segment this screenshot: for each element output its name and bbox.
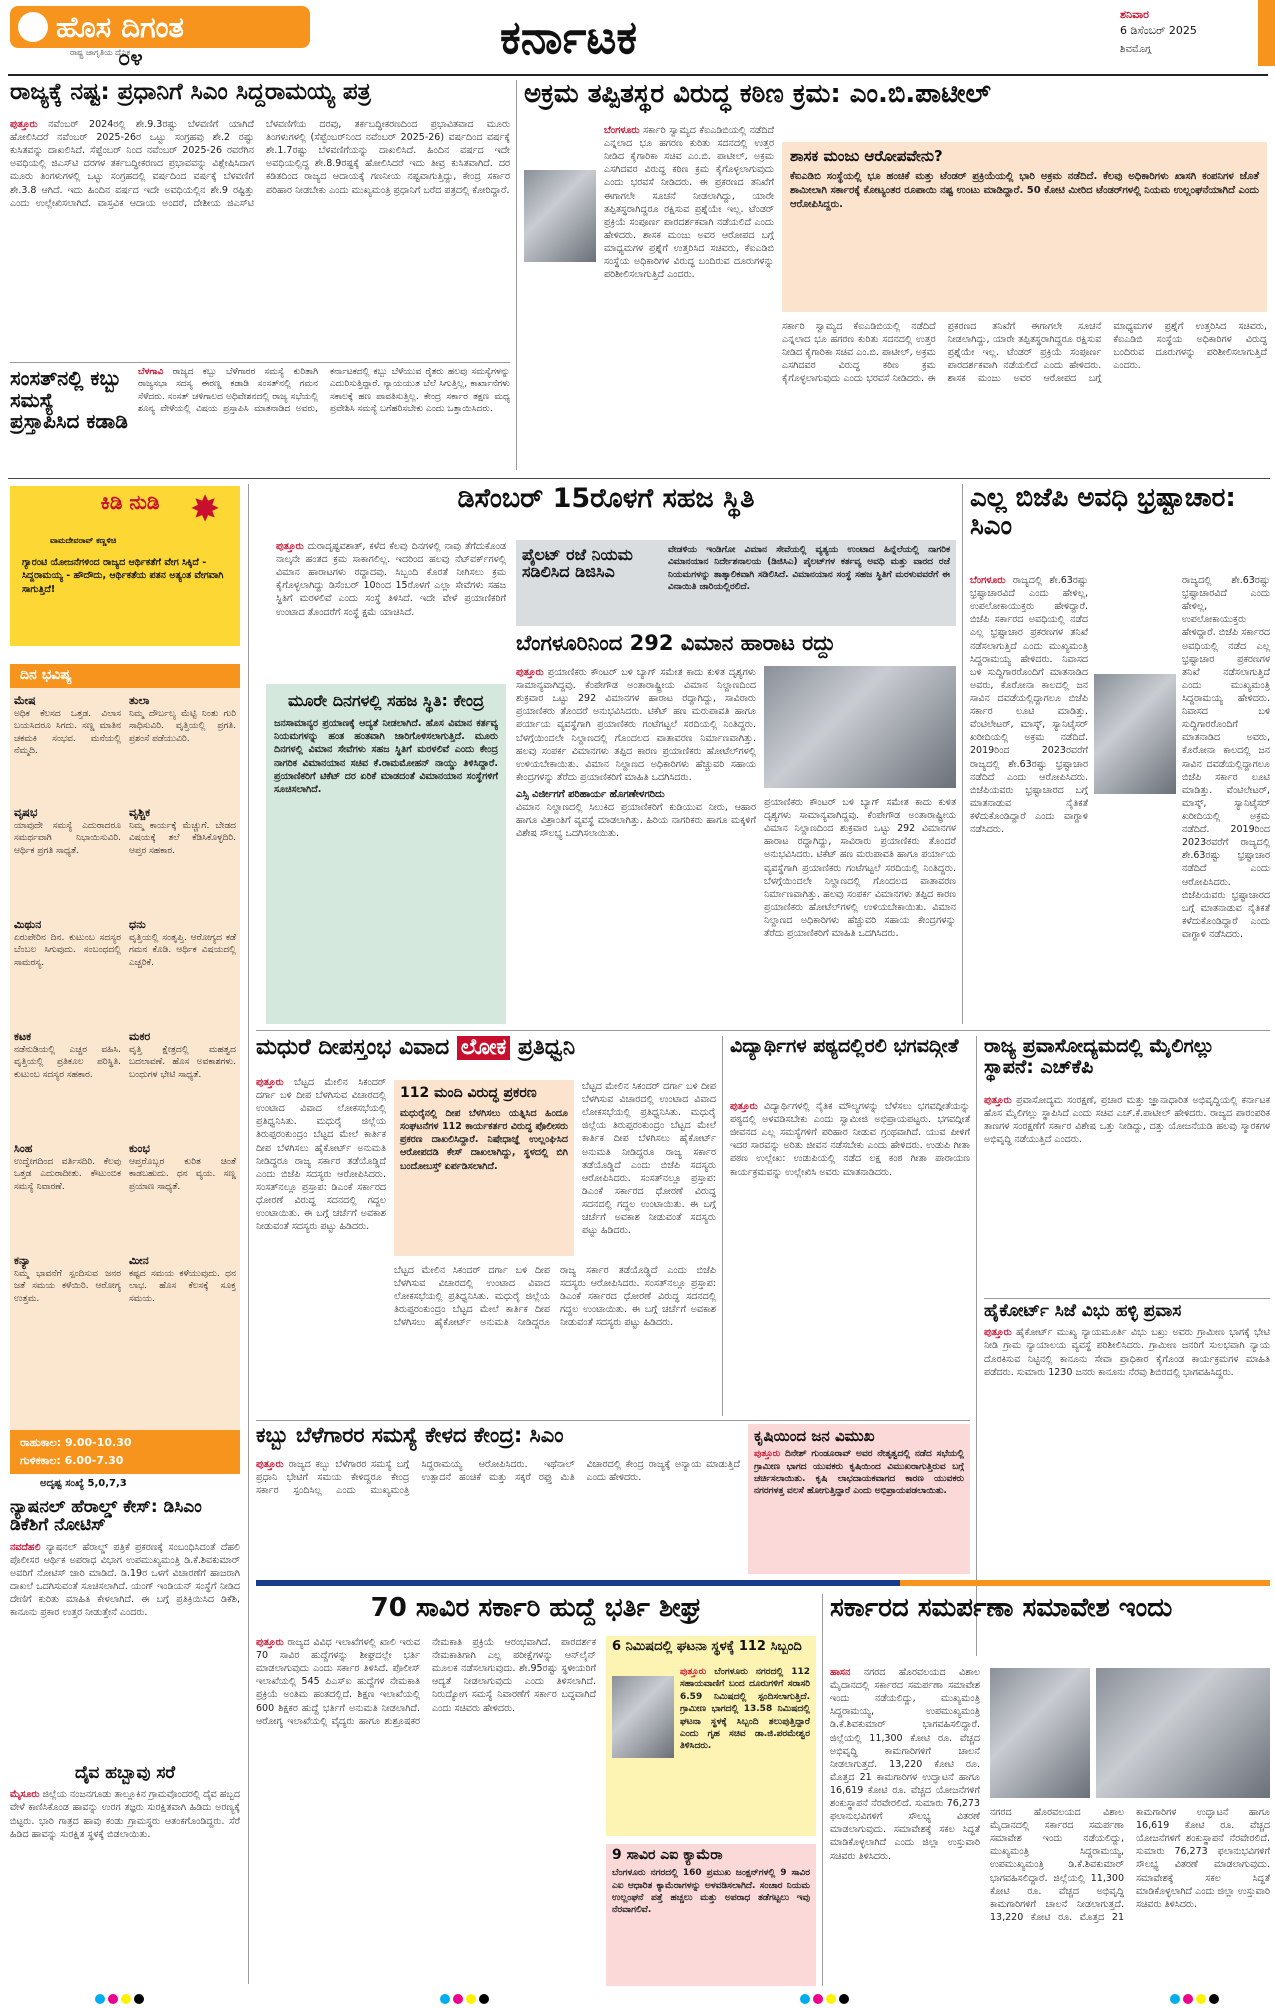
box-body: ಕೆಐಎಡಿಬಿ ಸಂಸ್ಥೆಯಲ್ಲಿ ಭೂ ಹಂಚಿಕೆ ಮತ್ತು ಟೆಂಡರ್ ಪ್ರಕ್ರಿಯೆಯಲ್ಲಿ ಭಾರಿ ಅಕ್ರಮ ನಡೆದಿದೆ. ಕೆಲವು ಅಧಿಕಾರಿಗಳು ಖಾಸಗಿ ಕಂಪನಿಗಳ ಜೊತೆ ಶಾಮೀಲಾಗಿ ಸರ್ಕಾರಕ್ಕೆ ಕೋಟ್ಯಂತರ ರೂಪಾಯಿ ನಷ್ಟ ಉಂಟು ಮಾಡಿದ್ದಾರೆ. 50 ಕೋಟಿ ಮೀರಿದ ಟೆಂಡರ್‌ಗಳಲ್ಲಿ ನಿಯಮ ಉಲ್ಲಂಘನೆಯಾಗಿದೆ ಎಂದು ಆರೋಪಿಸಿದ್ದರು.: [790, 171, 1259, 210]
body-text-continued: ನಗರದ ಹೊರವಲಯದ ವಿಶಾಲ ಮೈದಾನದಲ್ಲಿ ಸರ್ಕಾರದ ಸಮರ್ಪಣಾ ಸಮಾವೇಶ ಇಂದು ನಡೆಯಲಿದ್ದು, ಮುಖ್ಯಮಂತ್ರಿ ಸಿದ್ದರಾಮಯ್ಯ, ಉಪಮುಖ್ಯಮಂತ್ರಿ ಡಿ.ಕೆ.ಶಿವಕುಮಾರ್ ಭಾಗವಹಿಸಲಿದ್ದಾರೆ. ಜಿಲ್ಲೆಯಲ್ಲಿ 11,300 ಕೋಟಿ ರೂ. ವೆಚ್ಚದ ಅಭಿವೃದ್ಧಿ ಕಾಮಗಾರಿಗಳಿಗೆ ಚಾಲನೆ ನೀಡಲಾಗುತ್ತದೆ. 13,220 ಕೋಟಿ ರೂ. ಮೊತ್ತದ 21 ಕಾಮಗಾರಿಗಳ ಉದ್ಘಾಟನೆ ಹಾಗೂ 16,619 ಕೋಟಿ ರೂ. ವೆಚ್ಚದ ಯೋಜನೆಗಳಿಗೆ ಶಂಕುಸ್ಥಾಪನೆ ನೆರವೇರಲಿದೆ. ಸುಮಾರು 76,273 ಫಲಾನುಭವಿಗಳಿಗೆ ಸೌಲಭ್ಯ ವಿತರಣೆ ಮಾಡಲಾಗುವುದು. ಸಮಾವೇಶಕ್ಕೆ ಸಕಲ ಸಿದ್ಧತೆ ಮಾಡಿಕೊಳ್ಳಲಾಗಿದೆ ಎಂದು ಜಿಲ್ಲಾ ಉಸ್ತುವಾರಿ ಸಚಿವರು ತಿಳಿಸಿದರು.: [990, 1807, 1270, 1923]
headline: ಕಬ್ಬು ಬೆಳೆಗಾರರ ಸಮಸ್ಯೆ ಕೇಳದ ಕೇಂದ್ರ: ಸಿಎಂ: [256, 1424, 564, 1447]
body-text: ದುರಾದೃಷ್ಟವಶಾತ್, ಕಳೆದ ಕೆಲವು ದಿನಗಳಲ್ಲಿ ನಾವು ತೆಗೆದುಕೊಂಡ ನಾಲ್ಕನೇ ಹಂತದ ಕ್ರಮ ಸಾಕಾಗಲಿಲ್ಲ. ಇದರಿಂದ ಹಲವು ನೆಟ್‌ವರ್ಕ್‌ಗಳಲ್ಲಿ ವಿಮಾನ ಹಾರಾಟಗಳು ರದ್ದಾದವು. ಸಿಬ್ಬಂದಿ ಕೊರತೆ ನೀಗಿಸಲು ಕ್ರಮ ಕೈಗೊಳ್ಳಲಾಗಿದ್ದು ಡಿಸೆಂಬರ್ 10ರಿಂದ 15ರೊಳಗೆ ಎಲ್ಲಾ ಸೇವೆಗಳು ಸಹಜ ಸ್ಥಿತಿಗೆ ಮರಳಲಿವೆ ಎಂದು ಸಂಸ್ಥೆ ತಿಳಿಸಿದೆ. ಇದೇ ವೇಳೆ ಪ್ರಯಾಣಿಕರಿಗೆ ಉಂಟಾದ ತೊಂದರೆಗೆ ಸಂಸ್ಥೆ ಕ್ಷಮೆ ಯಾಚಿಸಿದೆ.: [276, 541, 506, 618]
horoscope-title: ದಿನ ಭವಿಷ್ಯ: [10, 664, 240, 688]
sign-name: ಮಿಥುನ: [14, 918, 42, 931]
article-body: [754, 1448, 964, 1566]
dateline: ಬೆಂಗಳೂರು: [604, 125, 640, 136]
body-text: ಪ್ರಯಾಣಿಕರು ಕೌಂಟರ್ ಬಳಿ ಬ್ಯಾಗ್ ಸಮೇತ ಕಾದು ಕುಳಿತ ದೃಶ್ಯಗಳು ಸಾಮಾನ್ಯವಾಗಿದ್ದವು. ಕೆಂಪೇಗೌಡ ಅಂತಾರಾಷ್ಟ್ರೀಯ ವಿಮಾನ ನಿಲ್ದಾಣದಿಂದ ಶುಕ್ರವಾರ ಒಟ್ಟು 292 ವಿಮಾನಗಳ ಹಾರಾಟ ರದ್ದಾಗಿದ್ದು, ಸಾವಿರಾರು ಪ್ರಯಾಣಿಕರು ತೊಂದರೆ ಅನುಭವಿಸಿದರು. ಟಿಕೆಟ್ ಹಣ ಮರುಪಾವತಿ ಹಾಗೂ ಪರ್ಯಾಯ ವ್ಯವಸ್ಥೆಗಾಗಿ ಪ್ರಯಾಣಿಕರು ಗಂಟೆಗಟ್ಟಲೆ ಸರದಿಯಲ್ಲಿ ನಿಂತಿದ್ದರು. ಬೆಳಗ್ಗೆಯಿಂದಲೇ ನಿಲ್ದಾಣದಲ್ಲಿ ಗೊಂದಲದ ವಾತಾವರಣ ನಿರ್ಮಾಣವಾಗಿತ್ತು. ಹಲವು ಸಂಪರ್ಕ ವಿಮಾನಗಳು ತಪ್ಪಿದ ಕಾರಣ ಪ್ರಯಾಣಿಕರು ಹೋಟೆಲ್‌ಗಳಲ್ಲಿ ಉಳಿಯಬೇಕಾಯಿತು. ವಿಮಾನ ನಿಲ್ದಾಣದ ಅಧಿಕಾರಿಗಳು ಹೆಚ್ಚುವರಿ ಸಹಾಯ ಕೇಂದ್ರಗಳನ್ನು ತೆರೆದು ಪ್ರಯಾಣಿಕರಿಗೆ ಮಾಹಿತಿ ಒದಗಿಸಿದರು.: [516, 667, 756, 783]
dateline: ಪುತ್ತೂರು: [10, 119, 38, 130]
registration-mark: [453, 1994, 463, 2004]
headline: ಎಲ್ಲ ಬಿಜೆಪಿ ಅವಧಿ ಭ್ರಷ್ಟಾಚಾರ: ಸಿಎಂ: [970, 484, 1236, 542]
body-text: ಸರ್ಕಾರಿ ಸ್ವಾಮ್ಯದ ಕೆಐಎಡಿಬಿಯಲ್ಲಿ ನಡೆದಿದೆ ಎನ್ನಲಾದ ಭೂ ಹಗರಣ ಕುರಿತು ಸದನದಲ್ಲಿ ಉತ್ತರ ನೀಡಿದ ಕೈಗಾರಿಕಾ ಸಚಿವ ಎಂ.ಬಿ. ಪಾಟೀಲ್, ಅಕ್ರಮ ಎಸಗಿದವರ ವಿರುದ್ಧ ಕಠಿಣ ಕ್ರಮ ಕೈಗೊಳ್ಳಲಾಗುವುದು ಎಂದು ಭರವಸೆ ನೀಡಿದರು. ಈ ಪ್ರಕರಣದ ತನಿಖೆಗೆ ಈಗಾಗಲೇ ಸೂಚನೆ ನೀಡಲಾಗಿದ್ದು, ಯಾರೇ ತಪ್ಪಿತಸ್ಥರಾಗಿದ್ದರೂ ರಕ್ಷಿಸುವ ಪ್ರಶ್ನೆಯೇ ಇಲ್ಲ. ಟೆಂಡರ್ ಪ್ರಕ್ರಿಯೆ ಸಂಪೂರ್ಣ ಪಾರದರ್ಶಕವಾಗಿ ನಡೆಯಲಿದೆ ಎಂದು ಹೇಳಿದರು. ಶಾಸಕ ಮಂಜು ಅವರ ಆರೋಪದ ಬಗ್ಗೆ ಮಾಧ್ಯಮಗಳ ಪ್ರಶ್ನೆಗೆ ಉತ್ತರಿಸಿದ ಸಚಿವರು, ಕೆಐಎಡಿಬಿ ಸಂಸ್ಥೆಯ ಅಧಿಕಾರಿಗಳ ವಿರುದ್ಧ ಬಂದಿರುವ ದೂರುಗಳನ್ನು ಪರಿಶೀಲಿಸಲಾಗುತ್ತಿದೆ ಎಂದರು.: [604, 125, 774, 281]
minister-photo: [524, 170, 596, 262]
article-bjp-corruption: [970, 484, 1270, 1024]
headline: ಸಂಸತ್‌ನಲ್ಲಿ ಕಬ್ಬು ಸಮಸ್ಯೆ ಪ್ರಸ್ತಾಪಿಸಿದ ಕಡಾಡಿ: [10, 368, 128, 434]
box-headline: 6 ನಿಮಿಷದಲ್ಲಿ ಘಟನಾ ಸ್ಥಳಕ್ಕೆ 112 ಸಿಬ್ಬಂದಿ: [612, 1639, 802, 1654]
registration-mark: [813, 1994, 823, 2004]
article-samarpana: [830, 1594, 1270, 1986]
sign-item: [14, 1142, 121, 1254]
cartoon-title: ಕಿಡಿ ನುಡಿ: [100, 492, 160, 514]
article-normalcy: [256, 484, 956, 1024]
registration-mark: [108, 1994, 118, 2004]
lucky-value: 5,0,7,3: [87, 1478, 127, 1489]
sign-text: ನಡೆನುಡಿಯಲ್ಲಿ ಎಚ್ಚರ ವಹಿಸಿ. ವೃತ್ತಿಯಲ್ಲಿ ಪ್ರತಿಕೂಲ ಪರಿಸ್ಥಿತಿ. ಕುಟುಂಬ ಸದಸ್ಯರ ಸಹಕಾರ.: [14, 1045, 121, 1080]
sign-item: [14, 806, 121, 918]
sign-text: ಆಪ್ತರೊಬ್ಬರ ಕುರಿತ ಚಿಂತೆ ಕಾಡಬಹುದು. ಧನ ವ್ಯಯ. ಸಣ್ಣ ಪ್ರಯಾಣ ಸಾಧ್ಯತೆ.: [129, 1157, 236, 1192]
divider: [248, 484, 249, 1984]
masthead: [0, 0, 1275, 72]
body-text-continued: ಸರ್ಕಾರಿ ಸ್ವಾಮ್ಯದ ಕೆಐಎಡಿಬಿಯಲ್ಲಿ ನಡೆದಿದೆ ಎನ್ನಲಾದ ಭೂ ಹಗರಣ ಕುರಿತು ಸದನದಲ್ಲಿ ಉತ್ತರ ನೀಡಿದ ಕೈಗಾರಿಕಾ ಸಚಿವ ಎಂ.ಬಿ. ಪಾಟೀಲ್, ಅಕ್ರಮ ಎಸಗಿದವರ ವಿರುದ್ಧ ಕಠಿಣ ಕ್ರಮ ಕೈಗೊಳ್ಳಲಾಗುವುದು ಎಂದು ಭರವಸೆ ನೀಡಿದರು. ಈ ಪ್ರಕರಣದ ತನಿಖೆಗೆ ಈಗಾಗಲೇ ಸೂಚನೆ ನೀಡಲಾಗಿದ್ದು, ಯಾರೇ ತಪ್ಪಿತಸ್ಥರಾಗಿದ್ದರೂ ರಕ್ಷಿಸುವ ಪ್ರಶ್ನೆಯೇ ಇಲ್ಲ. ಟೆಂಡರ್ ಪ್ರಕ್ರಿಯೆ ಸಂಪೂರ್ಣ ಪಾರದರ್ಶಕವಾಗಿ ನಡೆಯಲಿದೆ ಎಂದು ಹೇಳಿದರು. ಶಾಸಕ ಮಂಜು ಅವರ ಆರೋಪದ ಬಗ್ಗೆ ಮಾಧ್ಯಮಗಳ ಪ್ರಶ್ನೆಗೆ ಉತ್ತರಿಸಿದ ಸಚಿವರು, ಕೆಐಎಡಿಬಿ ಸಂಸ್ಥೆಯ ಅಧಿಕಾರಿಗಳ ವಿರುದ್ಧ ಬಂದಿರುವ ದೂರುಗಳನ್ನು ಪರಿಶೀಲಿಸಲಾಗುತ್ತಿದೆ ಎಂದರು.: [782, 321, 1267, 385]
divider: [516, 80, 517, 470]
article-madhure: [256, 1036, 716, 1416]
divider: [822, 1594, 823, 1986]
headline: ರಾಜ್ಯ ಪ್ರವಾಸೋದ್ಯಮದಲ್ಲಿ ಮೈಲಿಗಲ್ಲು ಸ್ಥಾಪನೆ: ಎಚ್‌ಕೆಪಿ: [984, 1036, 1215, 1078]
article-body: [10, 1541, 240, 1741]
registration-mark: [95, 1994, 105, 2004]
headline: ಅಕ್ರಮ ತಪ್ಪಿತಸ್ಥರ ವಿರುದ್ಧ ಕಠಿಣ ಕ್ರಮ: ಎಂ.ಬಿ.ಪಾಟೀಲ್: [524, 80, 991, 109]
box-headline: ಪೈಲಟ್ ರಜೆ ನಿಯಮ ಸಡಿಲಿಸಿದ ಡಿಜಿಸಿಎ: [522, 546, 633, 582]
article-body: [830, 1666, 980, 1986]
issue-date: 6 ಡಿಸೆಂಬರ್ 2025: [1120, 24, 1197, 37]
box-body: [680, 1666, 810, 1830]
headline: 70 ಸಾವಿರ ಸರ್ಕಾರಿ ಹುದ್ದೆ ಭರ್ತಿ ಶೀಘ್ರ: [370, 1594, 702, 1623]
box-body: ಬೆಂಗಳೂರು ನಗರದಲ್ಲಿ 160 ಪ್ರಮುಖ ಜಂಕ್ಷನ್‌ಗಳಲ್ಲಿ 9 ಸಾವಿರ ಎಐ ಆಧಾರಿತ ಕ್ಯಾಮೆರಾಗಳನ್ನು ಅಳವಡಿಸಲಾಗಿದೆ. ಸಂಚಾರ ನಿಯಮ ಉಲ್ಲಂಘನೆ ಪತ್ತೆ ಹಚ್ಚಲು ಮತ್ತು ಅಪರಾಧ ತಡೆಗಟ್ಟಲು ಇವು ನೆರವಾಗಲಿವೆ.: [612, 1868, 810, 1916]
article-body: [970, 574, 1088, 1024]
article-sugarcane: [256, 1424, 740, 1574]
mla-allegation-box: [782, 142, 1267, 312]
rahukala-label: ರಾಹುಕಾಲ: [20, 1436, 57, 1449]
flights-body: [516, 666, 756, 1022]
logo-lamp-icon: [18, 12, 48, 42]
article-body-right: [990, 1806, 1270, 1986]
sign-item: [129, 918, 236, 1030]
sign-item: [14, 1254, 121, 1366]
body-text: ಹೈಕೋರ್ಟ್ ಮುಖ್ಯ ನ್ಯಾಯಮೂರ್ತಿ ವಿಭು ಬಖ್ರು ಅವರು ಗ್ರಾಮೀಣ ಭಾಗಕ್ಕೆ ಭೇಟಿ ನೀಡಿ ಗ್ರಾಮ ನ್ಯಾಯಾಲಯ ವ್ಯವಸ್ಥೆ ಪರಿಶೀಲಿಸಿದರು. ಗ್ರಾಮೀಣ ಜನರಿಗೆ ಸುಲಭವಾಗಿ ನ್ಯಾಯ ದೊರಕಿಸುವ ನಿಟ್ಟಿನಲ್ಲಿ ಕಾನೂನು ಸೇವಾ ಪ್ರಾಧಿಕಾರ ಕೈಗೊಂಡ ಕಾರ್ಯಕ್ರಮಗಳ ಮಾಹಿತಿ ಪಡೆದರು. ಸುಮಾರು 1230 ಜನರು ಕಾನೂನು ನೆರವು ಶಿಬಿರದಲ್ಲಿ ಭಾಗವಹಿಸಿದ್ದರು.: [984, 1327, 1270, 1378]
body-text-continued: ರಾಜ್ಯದಲ್ಲಿ ಶೇ.63ರಷ್ಟು ಭ್ರಷ್ಟಾಚಾರವಿದೆ ಎಂದು ಹೇಳಿಲ್ಲ, ಉಪಲೋಕಾಯುಕ್ತರು ಹೇಳಿದ್ದಾರೆ. ಬಿಜೆಪಿ ಸರ್ಕಾರದ ಅವಧಿಯಲ್ಲಿ ನಡೆದ ಎಲ್ಲ ಭ್ರಷ್ಟಾಚಾರ ಪ್ರಕರಣಗಳ ತನಿಖೆ ನಡೆಸಲಾಗುತ್ತಿದೆ ಎಂದು ಮುಖ್ಯಮಂತ್ರಿ ಸಿದ್ದರಾಮಯ್ಯ ಹೇಳಿದರು. ನಿವಾಸದ ಬಳಿ ಸುದ್ದಿಗಾರರೊಂದಿಗೆ ಮಾತನಾಡಿದ ಅವರು, ಕೊರೋನಾ ಕಾಲದಲ್ಲಿ ಜನ ಸಾವಿನ ದವಡೆಯಲ್ಲಿದ್ದಾಗಲೂ ಬಿಜೆಪಿ ಸರ್ಕಾರ ಲೂಟಿ ಮಾಡಿತ್ತು. ವೆಂಟಿಲೇಟರ್, ಮಾಸ್ಕ್, ಸ್ಯಾನಿಟೈಸರ್ ಖರೀದಿಯಲ್ಲಿ ಅಕ್ರಮ ನಡೆದಿದೆ. 2019ರಿಂದ 2023ರವರೆಗೆ ರಾಜ್ಯದಲ್ಲಿ ಶೇ.63ರಷ್ಟು ಭ್ರಷ್ಟಾಚಾರ ನಡೆದಿದೆ ಎಂದು ಆರೋಪಿಸಿದರು. ಬಿಜೆಪಿಯವರು ಭ್ರಷ್ಟಾಚಾರದ ಬಗ್ಗೆ ಮಾತನಾಡುವ ನೈತಿಕತೆ ಕಳೆದುಕೊಂಡಿದ್ದಾರೆ ಎಂದು ವಾಗ್ದಾಳಿ ನಡೆಸಿದರು.: [1182, 575, 1270, 940]
sign-name: ಸಿಂಹ: [14, 1142, 33, 1155]
camp-subhead: ಎಸ್ಸಿ ವಿರ್ಜೀಗಗೆ ಪರಿಹಾರ್ಯ ಹೊಗಣೇಳಗರಿದು: [516, 788, 665, 800]
article-body: [256, 1636, 596, 1986]
article-body: [10, 118, 510, 354]
gulika-row: ಗುಳಿಕಕಾಲ: 6.00-7.30: [20, 1454, 124, 1467]
article-body-continued: [782, 320, 1267, 470]
paper-name: ಹೊಸ ದಿಗಂತ: [56, 10, 184, 44]
registration-mark: [826, 1994, 836, 2004]
dateline: ಮೈಸೂರು: [10, 1789, 40, 1801]
divider: [256, 1030, 1270, 1031]
body-text: ಪ್ರವಾಸೋದ್ಯಮ ಸಂರಕ್ಷಣೆ, ಪ್ರಚಾರ ಮತ್ತು ಜ್ಞಾನಾಧಾರಿತ ಅಭಿವೃದ್ಧಿಯಲ್ಲಿ ಕರ್ನಾಟಕ ಹೊಸ ಮೈಲಿಗಲ್ಲು ಸ್ಥಾಪಿಸಿದೆ ಎಂದು ಸಚಿವ ಎಚ್.ಕೆ.ಪಾಟೀಲ್ ಹೇಳಿದರು. ರಾಜ್ಯದ ಪಾರಂಪರಿಕ ತಾಣಗಳ ಸಂರಕ್ಷಣೆಗೆ ಸರ್ಕಾರ ವಿಶೇಷ ಒತ್ತು ನೀಡಿದ್ದು, ದತ್ತು ಯೋಜನೆಯಡಿ ಹಲವು ಸ್ಮಾರಕಗಳ ಅಭಿವೃದ್ಧಿ ನಡೆಯುತ್ತಿದೆ ಎಂದರು.: [984, 1095, 1270, 1146]
article-strict-action: [524, 80, 1269, 472]
date-block: [1120, 8, 1270, 68]
body-text: ಬೆಂಗಳೂರು ನಗರದಲ್ಲಿ 112 ಸಹಾಯವಾಣಿಗೆ ಬಂದ ದೂರುಗಳಿಗೆ ಸರಾಸರಿ 6.59 ನಿಮಿಷದಲ್ಲಿ ಸ್ಪಂದಿಸಲಾಗುತ್ತಿದೆ. ಗ್ರಾಮೀಣ ಭಾಗದಲ್ಲಿ 13.58 ನಿಮಿಷದಲ್ಲಿ ಘಟನಾ ಸ್ಥಳಕ್ಕೆ ಸಿಬ್ಬಂದಿ ತಲುಪುತ್ತಿದ್ದಾರೆ ಎಂದು ಗೃಹ ಸಚಿವ ಡಾ.ಜಿ.ಪರಮೇಶ್ವರ ತಿಳಿಸಿದರು.: [680, 1667, 810, 1752]
sign-text: ವೃತ್ತಿಯಲ್ಲಿ ಸಂತೃಪ್ತಿ. ಆರೋಗ್ಯದ ಕಡೆ ಗಮನ ಕೊಡಿ. ಆರ್ಥಿಕ ವಿಷಯದಲ್ಲಿ ಎಚ್ಚರಿಕೆ.: [129, 933, 236, 968]
event-photo-2: [1096, 1668, 1270, 1798]
subheadline: ಬೆಂಗಳೂರಿನಿಂದ 292 ವಿಮಾನ ಹಾರಾಟ ರದ್ದು: [516, 632, 836, 655]
dateline: ಹಾಸನ: [830, 1667, 851, 1678]
sign-text: ಯಾವುದೇ ಸಮಸ್ಯೆ ಎದುರಾದರೂ ಸಮರ್ಥವಾಗಿ ನಿಭಾಯಿಸುವಿರಿ. ಆರ್ಥಿಕ ಪ್ರಗತಿ ಸಾಧ್ಯತೆ.: [14, 821, 121, 856]
dateline: ಪುತ್ತೂರು: [276, 541, 304, 552]
sign-text: ನಿಮ್ಮ ಭಾವನೆಗೆ ಸ್ಪಂದಿಸುವ ಜನರ ಜತೆ ಸಮಯ ಕಳೆಯಿರಿ. ಆರೋಗ್ಯ ಉತ್ತಮ.: [14, 1269, 121, 1304]
article-body: [138, 366, 510, 470]
article-daiva: [10, 1764, 240, 1986]
article-parliament: [10, 366, 510, 472]
dateline: ಪುತ್ತೂರು: [256, 1459, 284, 1470]
headline: ರಾಜ್ಯಕ್ಕೆ ನಷ್ಟ: ಪ್ರಧಾನಿಗೆ ಸಿಎಂ ಸಿದ್ದರಾಮಯ್ಯ ಪತ್ರ: [10, 80, 371, 105]
divider: [722, 1036, 723, 1416]
section-title: ಕರ್ನಾಟಕ: [500, 10, 638, 64]
registration-mark: [479, 1994, 489, 2004]
dateline: ಪುತ್ತೂರು: [516, 667, 544, 678]
registration-mark: [121, 1994, 131, 2004]
headline: [256, 1036, 716, 1066]
home-minister-photo: [612, 1676, 674, 1758]
registration-mark: [134, 1994, 144, 2004]
event-photo-1: [990, 1668, 1090, 1798]
section-rule-orange: [900, 1580, 1270, 1586]
registration-mark: [1170, 1994, 1180, 2004]
case-112-box: [394, 1080, 574, 1256]
article-body: [256, 1458, 740, 1570]
divider: [976, 1036, 977, 1656]
cartoon-box: [10, 486, 240, 646]
sign-text: ಉದ್ವೇಗದಿಂದ ವರ್ತಿಸದಿರಿ. ಕೆಲವು ಒತ್ತಡ ಎದುರಾದೀತು. ಕೌಟುಂಬಿಕ ಸಮಸ್ಯೆ ನಿವಾರಣೆ.: [14, 1157, 121, 1192]
headline-part1: ಮಧುರೆ ದೀಪಸ್ತಂಭ ವಿವಾದ: [256, 1036, 457, 1060]
sign-text: ಕಷ್ಟದ ಸಮಯ ಕಳೆಯುವುದು. ಧನ ಲಾಭ. ಹೊಸ ಕೆಲಸಕ್ಕೆ ಸೂಕ್ತ ಸಮಯ.: [129, 1269, 236, 1304]
headline: ಹೈಕೋರ್ಟ್ ಸಿಜೆ ವಿಭು ಹಳ್ಳಿ ಪ್ರವಾಸ: [984, 1302, 1182, 1321]
article-tourism: [984, 1036, 1270, 1296]
sign-name: ಕಟಕ: [14, 1030, 32, 1043]
edition-name: ಶಿವಮೊಗ್ಗ: [1120, 44, 1152, 55]
registration-mark: [440, 1994, 450, 2004]
registration-mark: [1209, 1994, 1219, 2004]
body-text: ನವೆಂಬರ್ 2024ರಲ್ಲಿ ಶೇ.9.3ರಷ್ಟು ಬೆಳವಣಿಗೆ ಯಾಗಿದೆ ಹೋಲಿಸಿದರೆ ನವೆಂಬರ್ 2025-26ರ ಒಟ್ಟು ಸಂಗ್ರಹವು ಶೇ.2 ರಷ್ಟು ಕುಸಿತವನ್ನು ದಾಖಲಿಸಿದೆ. ಸೆಪ್ಟೆಂಬರ್ ನಿಂದ ನವೆಂಬರ್ 2025-26 ರವರೆಗಿನ ಅವಧಿಯಲ್ಲಿ ಜಿಎಸ್‌ಟಿ ದರಗಳ ತರ್ಕಬದ್ಧೀಕರಣದ ಪ್ರಭಾವವನ್ನು ವಿಶ್ಲೇಷಿಸಿದಾಗ ಮೂರು ತಿಂಗಳುಗಳಲ್ಲಿ ಒಟ್ಟು ಸಂಗ್ರಹದಲ್ಲಿ ವರ್ಷದಿಂದ ವರ್ಷಕ್ಕೆ ಬೆಳವಣಿಗೆ ಶೇ.3.8 ಆಗಿದೆ. ಇದು ಹಿಂದಿನ ವರ್ಷದ ಇದೇ ಅವಧಿಯಲ್ಲಿನ ಶೇ.9 ರಷ್ಟಿತ್ತು ಎಂದು ಉಲ್ಲೇಖಿಸಲಾಗಿದೆ. ವಾಸ್ತವಿಕ ಆದಾಯ ಅಂದರೆ, ದೇಶೀಯ ಜಿಎಸ್‌ಟಿ ಬೆಳವಣಿಗೆಯ ದರವು, ತರ್ಕಬದ್ಧೀಕರಣದಿಂದ ಪ್ರಭಾವಿತವಾದ ಮೂರು ತಿಂಗಳುಗಳಲ್ಲಿ (ಸೆಪ್ಟೆಂಬರ್‌ನಿಂದ ನವೆಂಬರ್ 2025-26) ವರ್ಷದಿಂದ ವರ್ಷಕ್ಕೆ ಶೇ.1.7ರಷ್ಟು ಬೆಳವಣಿಗೆಯನ್ನು ದಾಖಲಿಸಿದೆ. ಹಿಂದಿನ ವರ್ಷದ ಇದೇ ಅವಧಿಯಲ್ಲಿದ್ದ ಶೇ.8.9ರಷ್ಟಕ್ಕೆ ಹೋಲಿಸಿದರೆ ಇದು ತೀವ್ರ ಕುಸಿತವಾಗಿದೆ. ದರ ಕಡಿತದಿಂದ ರಾಜ್ಯದ ಆದಾಯಕ್ಕೆ ಗಣನೀಯ ನಷ್ಟವಾಗುತ್ತಿದ್ದು, ಕೇಂದ್ರ ಸರ್ಕಾರ ಪರಿಹಾರ ನೀಡಬೇಕು ಎಂದು ಮುಖ್ಯಮಂತ್ರಿ ಪ್ರಧಾನಿಗೆ ಬರೆದ ಪತ್ರದಲ್ಲಿ ಕೋರಿದ್ದಾರೆ.: [10, 119, 510, 209]
sign-name: ಕನ್ಯಾ: [14, 1254, 31, 1267]
page-number: ೦೪: [118, 46, 143, 71]
time-box: [10, 1430, 240, 1474]
body-text: ಬೆಟ್ಟದ ಮೇಲಿನ ಸಿಕಂದರ್ ದರ್ಗಾ ಬಳಿ ದೀಪ ಬೆಳಗಿಸುವ ವಿಚಾರದಲ್ಲಿ ಉಂಟಾದ ವಿವಾದ ಲೋಕಸಭೆಯಲ್ಲಿ ಪ್ರತಿಧ್ವನಿಸಿತು. ಮಧುರೈ ಜಿಲ್ಲೆಯ ತಿರುಪ್ಪರಂಕುಂದ್ರಂ ಬೆಟ್ಟದ ಮೇಲೆ ಕಾರ್ತಿಕ ದೀಪ ಬೆಳಗಿಸಲು ಹೈಕೋರ್ಟ್ ಅನುಮತಿ ನೀಡಿದ್ದರೂ ರಾಜ್ಯ ಸರ್ಕಾರ ತಡೆಯೊಡ್ಡಿದೆ ಎಂದು ಬಿಜೆಪಿ ಸದಸ್ಯರು ಆರೋಪಿಸಿದರು. ಸಂಸತ್‌ನಲ್ಲೂ ಪ್ರಸ್ತಾಪ: ಡಿಎಂಕೆ ಸರ್ಕಾರದ ಧೋರಣೆ ವಿರುದ್ಧ ಸದನದಲ್ಲಿ ಗದ್ದಲ ಉಂಟಾಯಿತು. ಈ ಬಗ್ಗೆ ಚರ್ಚೆಗೆ ಅವಕಾಶ ನೀಡುವಂತೆ ಸದಸ್ಯರು ಪಟ್ಟು ಹಿಡಿದರು.: [256, 1077, 386, 1233]
body-text: ರಾಜ್ಯದ ಕಬ್ಬು ಬೆಳೆಗಾರರ ಸಮಸ್ಯೆ ಕುರಿತಾಗಿ ರಾಜ್ಯಸಭಾ ಸದಸ್ಯ ಈರಣ್ಣ ಕಡಾಡಿ ಸಂಸತ್‌ನಲ್ಲಿ ಗಮನ ಸೆಳೆದರು. ಸಂಸತ್ ಚಳಿಗಾಲದ ಅಧಿವೇಶನದಲ್ಲಿ ರಾಜ್ಯ ಸಭೆಯಲ್ಲಿ ಶೂನ್ಯ ವೇಳೆಯಲ್ಲಿ ವಿಷಯ ಪ್ರಸ್ತಾಪಿಸಿ ಮಾತನಾಡಿದ ಅವರು, ಕರ್ನಾಟಕದಲ್ಲಿ ಕಬ್ಬು ಬೆಳೆಯುವ ರೈತರು ಹಲವು ಸಮಸ್ಯೆಗಳನ್ನು ಎದುರಿಸುತ್ತಿದ್ದಾರೆ. ನ್ಯಾಯಯುತ ಬೆಲೆ ಸಿಗುತ್ತಿಲ್ಲ, ಕಾರ್ಖಾನೆಗಳು ಸಕಾಲಕ್ಕೆ ಹಣ ಪಾವತಿಸುತ್ತಿಲ್ಲ. ಕೇಂದ್ರ ಸರ್ಕಾರ ತಕ್ಷಣ ಮಧ್ಯ ಪ್ರವೇಶಿಸಿ ಸಮಸ್ಯೆ ಬಗೆಹರಿಸಬೇಕು ಎಂದು ಒತ್ತಾಯಿಸಿದರು.: [138, 367, 510, 415]
masthead-rule: [8, 74, 1268, 76]
divider: [962, 484, 963, 1024]
sign-text: ಅಧಿಕ ಕೆಲಸದ ಒತ್ತಡ. ವಿಲಾಸ ಬಯಸಿದರೂ ಸಿಗದು. ಸಣ್ಣ ಮಾತಿನ ಚಕಮಕಿ ಸಂಭವ. ಮನೆಯಲ್ಲಿ ನೆಮ್ಮದಿ.: [14, 709, 121, 757]
six-min-box: [606, 1636, 816, 1836]
article-body: [984, 1094, 1270, 1294]
horoscope: [10, 664, 240, 1474]
body-text: ರಾಜ್ಯದಲ್ಲಿ ಶೇ.63ರಷ್ಟು ಭ್ರಷ್ಟಾಚಾರವಿದೆ ಎಂದು ಹೇಳಿಲ್ಲ, ಉಪಲೋಕಾಯುಕ್ತರು ಹೇಳಿದ್ದಾರೆ. ಬಿಜೆಪಿ ಸರ್ಕಾರದ ಅವಧಿಯಲ್ಲಿ ನಡೆದ ಎಲ್ಲ ಭ್ರಷ್ಟಾಚಾರ ಪ್ರಕರಣಗಳ ತನಿಖೆ ನಡೆಸಲಾಗುತ್ತಿದೆ ಎಂದು ಮುಖ್ಯಮಂತ್ರಿ ಸಿದ್ದರಾಮಯ್ಯ ಹೇಳಿದರು. ನಿವಾಸದ ಬಳಿ ಸುದ್ದಿಗಾರರೊಂದಿಗೆ ಮಾತನಾಡಿದ ಅವರು, ಕೊರೋನಾ ಕಾಲದಲ್ಲಿ ಜನ ಸಾವಿನ ದವಡೆಯಲ್ಲಿದ್ದಾಗಲೂ ಬಿಜೆಪಿ ಸರ್ಕಾರ ಲೂಟಿ ಮಾಡಿತ್ತು. ವೆಂಟಿಲೇಟರ್, ಮಾಸ್ಕ್, ಸ್ಯಾನಿಟೈಸರ್ ಖರೀದಿಯಲ್ಲಿ ಅಕ್ರಮ ನಡೆದಿದೆ. 2019ರಿಂದ 2023ರವರೆಗೆ ರಾಜ್ಯದಲ್ಲಿ ಶೇ.63ರಷ್ಟು ಭ್ರಷ್ಟಾಚಾರ ನಡೆದಿದೆ ಎಂದು ಆರೋಪಿಸಿದರು. ಬಿಜೆಪಿಯವರು ಭ್ರಷ್ಟಾಚಾರದ ಬಗ್ಗೆ ಮಾತನಾಡುವ ನೈತಿಕತೆ ಕಳೆದುಕೊಂಡಿದ್ದಾರೆ ಎಂದು ವಾಗ್ದಾಳಿ ನಡೆಸಿದರು.: [970, 575, 1088, 836]
article-body-bottom: [394, 1264, 716, 1416]
rahukala-value: 9.00-10.30: [65, 1436, 132, 1449]
lucky-label: ಅದೃಷ್ಟ ಸಂಖ್ಯೆ: [40, 1478, 85, 1489]
article-body-right: [1182, 574, 1270, 1024]
sign-item: [14, 918, 121, 1030]
sign-name: ಮೇಷ: [14, 694, 36, 707]
dateline: ಬೆಳಗಾವಿ: [138, 367, 164, 377]
article-body: [256, 1076, 386, 1416]
ai-camera-box: [606, 1844, 816, 1986]
dateline: ಪುತ್ತೂರು: [730, 1101, 758, 1112]
sign-item: [129, 694, 236, 806]
box-headline: 9 ಸಾವಿರ ಎಐ ಕ್ಯಾಮೆರಾ: [612, 1847, 723, 1863]
divider: [8, 478, 1270, 479]
divider: [10, 362, 510, 363]
headline-highlight: ಲೋಕ: [457, 1036, 510, 1060]
sign-text: ಏರುಪೇರಿನ ದಿನ. ಕುಟುಂಬ ಸದಸ್ಯರ ಬೆಂಬಲ ಸಿಗುವುದು. ಸಂಬಂಧದಲ್ಲಿ ಸಾಮರಸ್ಯ.: [14, 933, 121, 968]
article-body: [276, 540, 506, 670]
body-text: ರಾಜ್ಯದ ವಿವಿಧ ಇಲಾಖೆಗಳಲ್ಲಿ ಖಾಲಿ ಇರುವ 70 ಸಾವಿರ ಹುದ್ದೆಗಳನ್ನು ಶೀಘ್ರದಲ್ಲೇ ಭರ್ತಿ ಮಾಡಲಾಗುವುದು ಎಂದು ಸರ್ಕಾರ ತಿಳಿಸಿದೆ. ಪೊಲೀಸ್ ಇಲಾಖೆಯಲ್ಲಿ 545 ಪಿಎಸ್‌ಐ ಹುದ್ದೆಗಳ ನೇಮಕಾತಿ ಪ್ರಕ್ರಿಯೆ ಅಂತಿಮ ಹಂತದಲ್ಲಿದೆ. ಶಿಕ್ಷಣ ಇಲಾಖೆಯಲ್ಲಿ 600 ಶಿಕ್ಷಕರ ಹುದ್ದೆ ಭರ್ತಿಗೆ ಅನುಮತಿ ನೀಡಲಾಗಿದೆ. ಆರೋಗ್ಯ ಇಲಾಖೆಯಲ್ಲಿ ವೈದ್ಯರು ಹಾಗೂ ಶುಶ್ರೂಷಕರ ನೇಮಕಾತಿ ಪ್ರಕ್ರಿಯೆ ಆರಂಭವಾಗಿದೆ. ಪಾರದರ್ಶಕ ನೇಮಕಾತಿಗಾಗಿ ಎಲ್ಲ ಪರೀಕ್ಷೆಗಳನ್ನು ಆನ್‌ಲೈನ್ ಮೂಲಕ ನಡೆಸಲಾಗುವುದು. ಶೇ.95ರಷ್ಟು ಸ್ಥಳೀಯರಿಗೆ ಆದ್ಯತೆ ನೀಡಲಾಗುವುದು ಎಂದು ತಿಳಿಸಲಾಗಿದೆ. ನಿರುದ್ಯೋಗ ಸಮಸ್ಯೆ ನಿವಾರಣೆಗೆ ಸರ್ಕಾರ ಬದ್ಧವಾಗಿದೆ ಎಂದು ಸಚಿವರು ಹೇಳಿದರು.: [256, 1637, 596, 1727]
dateline: ಪುತ್ತೂರು: [256, 1077, 284, 1088]
paper-logo: [10, 6, 310, 48]
sign-item: [129, 1030, 236, 1142]
sign-text: ನಿಮ್ಮ ದೌರ್ಬಲ್ಯ ಮೆಟ್ಟಿ ನಿಂತು ಗುರಿ ಸಾಧಿಸುವಿರಿ. ವೃತ್ತಿಯಲ್ಲಿ ಪ್ರಗತಿ. ಪ್ರಶಂಸೆ ಪಡೆಯುವಿರಿ.: [129, 709, 236, 744]
sign-name: ಮಕರ: [129, 1030, 151, 1043]
dateline: ಪುತ್ತೂರು: [984, 1095, 1012, 1106]
body-text: ದಿನೇಶ್ ಗುಂಡೂರಾವ್ ಅವರ ನೇತೃತ್ವದಲ್ಲಿ ನಡೆದ ಸಭೆಯಲ್ಲಿ ಗ್ರಾಮೀಣ ಭಾಗದ ಯುವಕರು ಕೃಷಿಯಿಂದ ವಿಮುಖರಾಗುತ್ತಿರುವ ಬಗ್ಗೆ ಚರ್ಚಿಸಲಾಯಿತು. ಕೃಷಿ ಲಾಭದಾಯಕವಾಗದ ಕಾರಣ ಯುವಕರು ನಗರಗಳತ್ತ ವಲಸೆ ಹೋಗುತ್ತಿದ್ದಾರೆ ಎಂದು ಅಭಿಪ್ರಾಯಪಡಲಾಯಿತು.: [754, 1449, 964, 1497]
lucky-number: [40, 1478, 240, 1494]
cm-photo: [1094, 674, 1176, 794]
article-national-herald: [10, 1498, 240, 1758]
sign-item: [129, 1254, 236, 1366]
registration-mark: [1183, 1994, 1193, 2004]
dateline: ಪುತ್ತೂರು: [256, 1637, 284, 1648]
cartoon-author: ವಾಮದೇವರಾವ್ ಕಣ್ಣಳಿಚಿ: [50, 536, 117, 545]
gulika-value: 6.00-7.30: [64, 1454, 124, 1467]
rahukala-row: ರಾಹುಕಾಲ: 9.00-10.30: [20, 1436, 132, 1449]
box-headline: ಶಾಸಕ ಮಂಜು ಆರೋಪವೇನು?: [790, 147, 943, 165]
article-release: [748, 1424, 970, 1574]
sign-item: [14, 694, 121, 806]
three-days-box: [266, 684, 506, 1024]
section-rule: [256, 1580, 970, 1586]
registration-mark: [1196, 1994, 1206, 2004]
dateline: ಪುತ್ತೂರು: [680, 1667, 707, 1677]
sign-name: ವೃಷಭ: [14, 806, 38, 819]
dgca-box: [516, 540, 956, 626]
box-body: ವೇಡಳಿಯ ಇಂಡಿಗೋ ವಿಮಾನ ಸೇವೆಯಲ್ಲಿ ವ್ಯತ್ಯಯ ಉಂಟಾದ ಹಿನ್ನೆಲೆಯಲ್ಲಿ ನಾಗರಿಕ ವಿಮಾನಯಾನ ನಿರ್ದೇಶನಾಲಯ (ಡಿಜಿಸಿಎ) ಪೈಲಟ್‌ಗಳ ಕರ್ತವ್ಯ ಅವಧಿ ಮತ್ತು ವಾರದ ರಜೆ ನಿಯಮಗಳನ್ನು ತಾತ್ಕಾಲಿಕವಾಗಿ ಸಡಿಲಿಸಿದೆ. ವಿಮಾನಯಾನ ಸಂಸ್ಥೆ ಸಹಜ ಸ್ಥಿತಿಗೆ ಮರಳುವವರೆಗೆ ಈ ವಿನಾಯಿತಿ ಜಾರಿಯಲ್ಲಿರಲಿದೆ.: [668, 545, 950, 593]
box-body: ಮಧುರೈನಲ್ಲಿ ದೀಪ ಬೆಳಗಿಸಲು ಯತ್ನಿಸಿದ ಹಿಂದೂ ಸಂಘಟನೆಗಳ 112 ಕಾರ್ಯಕರ್ತರ ವಿರುದ್ಧ ಪೊಲೀಸರು ಪ್ರಕರಣ ದಾಖಲಿಸಿದ್ದಾರೆ. ನಿಷೇಧಾಜ್ಞೆ ಉಲ್ಲಂಘಿಸಿದ ಆರೋಪದಡಿ ಕೇಸ್ ದಾಖಲಾಗಿದ್ದು, ಸ್ಥಳದಲ್ಲಿ ಬಿಗಿ ಬಂದೋಬಸ್ತ್ ಏರ್ಪಡಿಸಲಾಗಿದೆ.: [400, 1108, 568, 1172]
dateline: ಪುತ್ತೂರು: [754, 1449, 781, 1460]
article-state-loss: [10, 80, 510, 360]
body-text: ನಗರದ ಹೊರವಲಯದ ವಿಶಾಲ ಮೈದಾನದಲ್ಲಿ ಸರ್ಕಾರದ ಸಮರ್ಪಣಾ ಸಮಾವೇಶ ಇಂದು ನಡೆಯಲಿದ್ದು, ಮುಖ್ಯಮಂತ್ರಿ ಸಿದ್ದರಾಮಯ್ಯ, ಉಪಮುಖ್ಯಮಂತ್ರಿ ಡಿ.ಕೆ.ಶಿವಕುಮಾರ್ ಭಾಗವಹಿಸಲಿದ್ದಾರೆ. ಜಿಲ್ಲೆಯಲ್ಲಿ 11,300 ಕೋಟಿ ರೂ. ವೆಚ್ಚದ ಅಭಿವೃದ್ಧಿ ಕಾಮಗಾರಿಗಳಿಗೆ ಚಾಲನೆ ನೀಡಲಾಗುತ್ತದೆ. 13,220 ಕೋಟಿ ರೂ. ಮೊತ್ತದ 21 ಕಾಮಗಾರಿಗಳ ಉದ್ಘಾಟನೆ ಹಾಗೂ 16,619 ಕೋಟಿ ರೂ. ವೆಚ್ಚದ ಯೋಜನೆಗಳಿಗೆ ಶಂಕುಸ್ಥಾಪನೆ ನೆರವೇರಲಿದೆ. ಸುಮಾರು 76,273 ಫಲಾನುಭವಿಗಳಿಗೆ ಸೌಲಭ್ಯ ವಿತರಣೆ ಮಾಡಲಾಗುವುದು. ಸಮಾವೇಶಕ್ಕೆ ಸಕಲ ಸಿದ್ಧತೆ ಮಾಡಿಕೊಳ್ಳಲಾಗಿದೆ ಎಂದು ಜಿಲ್ಲಾ ಉಸ್ತುವಾರಿ ಸಚಿವರು ತಿಳಿಸಿದರು.: [830, 1667, 980, 1862]
body-text-continued: ಬೆಟ್ಟದ ಮೇಲಿನ ಸಿಕಂದರ್ ದರ್ಗಾ ಬಳಿ ದೀಪ ಬೆಳಗಿಸುವ ವಿಚಾರದಲ್ಲಿ ಉಂಟಾದ ವಿವಾದ ಲೋಕಸಭೆಯಲ್ಲಿ ಪ್ರತಿಧ್ವನಿಸಿತು. ಮಧುರೈ ಜಿಲ್ಲೆಯ ತಿರುಪ್ಪರಂಕುಂದ್ರಂ ಬೆಟ್ಟದ ಮೇಲೆ ಕಾರ್ತಿಕ ದೀಪ ಬೆಳಗಿಸಲು ಹೈಕೋರ್ಟ್ ಅನುಮತಿ ನೀಡಿದ್ದರೂ ರಾಜ್ಯ ಸರ್ಕಾರ ತಡೆಯೊಡ್ಡಿದೆ ಎಂದು ಬಿಜೆಪಿ ಸದಸ್ಯರು ಆರೋಪಿಸಿದರು. ಸಂಸತ್‌ನಲ್ಲೂ ಪ್ರಸ್ತಾಪ: ಡಿಎಂಕೆ ಸರ್ಕಾರದ ಧೋರಣೆ ವಿರುದ್ಧ ಸದನದಲ್ಲಿ ಗದ್ದಲ ಉಂಟಾಯಿತು. ಈ ಬಗ್ಗೆ ಚರ್ಚೆಗೆ ಅವಕಾಶ ನೀಡುವಂತೆ ಸದಸ್ಯರು ಪಟ್ಟು ಹಿಡಿದರು.: [394, 1265, 716, 1329]
issue-day: ಶನಿವಾರ: [1120, 8, 1149, 21]
registration-mark: [466, 1994, 476, 2004]
flights-body-right: [764, 796, 956, 1022]
dateline: ಬೆಂಗಳೂರು: [970, 575, 1006, 586]
dateline: ನವದೆಹಲಿ: [10, 1541, 41, 1553]
sign-name: ಧನು: [129, 918, 146, 931]
divider: [256, 1420, 970, 1421]
article-bhagavadgita: [730, 1036, 970, 1416]
sign-text: ನಿಮ್ಮ ಕಾರ್ಯಕ್ಕೆ ಮೆಚ್ಚುಗೆ. ಬೇಡದ ವಿಷಯಕ್ಕೆ ತಲೆ ಕೆಡಿಸಿಕೊಳ್ಳದಿರಿ. ಆಪ್ತರ ಸಹಕಾರ.: [129, 821, 236, 856]
box-headline: 112 ಮಂದಿ ವಿರುದ್ಧ ಪ್ರಕರಣ: [400, 1085, 537, 1101]
body-text: ರಾಜ್ಯದ ಕಬ್ಬು ಬೆಳೆಗಾರರ ಸಮಸ್ಯೆ ಬಗ್ಗೆ ಪ್ರಧಾನಿ ಭೇಟಿಗೆ ಸಮಯ ಕೇಳಿದ್ದರೂ ಕೇಂದ್ರ ಸರ್ಕಾರ ಸ್ಪಂದಿಸಿಲ್ಲ ಎಂದು ಮುಖ್ಯಮಂತ್ರಿ ಸಿದ್ದರಾಮಯ್ಯ ಆರೋಪಿಸಿದರು. ಇಥೆನಾಲ್ ಉತ್ಪಾದನೆ ಹಂಚಿಕೆ ಮತ್ತು ಸಕ್ಕರೆ ರಫ್ತು ಮಿತಿ ವಿಚಾರದಲ್ಲಿ ಕೇಂದ್ರ ರಾಜ್ಯಕ್ಕೆ ಅನ್ಯಾಯ ಮಾಡುತ್ತಿದೆ ಎಂದು ಹೇಳಿದರು.: [256, 1459, 740, 1497]
sign-text: ವೃತ್ತಿ ಕ್ಷೇತ್ರದಲ್ಲಿ ಮಹತ್ವದ ಬದಲಾವಣೆ. ಹೊಸ ಅವಕಾಶಗಳು. ಬಂಧುಗಳ ಭೇಟಿ ಸಾಧ್ಯತೆ.: [129, 1045, 236, 1080]
gulika-label: ಗುಳಿಕಕಾಲ: [20, 1454, 57, 1467]
airport-photo: [764, 666, 956, 788]
cartoon-text: ಗ್ಯಾರಂಟಿ ಯೋಜನೆಗಳಿಂದ ರಾಜ್ಯದ ಆರ್ಥಿಕತೆಗೆ ವೇಗ ಸಿಕ್ಕಿದೆ - ಸಿದ್ದರಾಮಯ್ಯ - ಹೌದೌದು, ಆರ್ಥಿಕತೆಯ ಪತನ ಅತ್ಯಂತ ವೇಗವಾಗಿ ಸಾಗುತ್ತಿದೆ!: [22, 557, 224, 595]
box-headline: ಮೂರೇ ದಿನಗಳಲ್ಲಿ ಸಹಜ ಸ್ಥಿತಿ: ಕೇಂದ್ರ: [288, 691, 484, 710]
article-body: [10, 1788, 240, 1978]
headline: ಕೃಷಿಯಿಂದ ಜನ ವಿಮುಖ: [754, 1427, 875, 1445]
article-body: [730, 1100, 970, 1412]
sign-item: [129, 1142, 236, 1254]
headline: ನ್ಯಾಷನಲ್ ಹೆರಾಲ್ಡ್ ಕೇಸ್: ಡಿಸಿಎಂ ಡಿಕೆಶಿಗೆ ನೋಟಿಸ್: [10, 1498, 202, 1536]
corner-accent: [1258, 0, 1275, 66]
sign-name: ಮೀನ: [129, 1254, 149, 1267]
headline: ಸರ್ಕಾರದ ಸಮರ್ಪಣಾ ಸಮಾವೇಶ ಇಂದು: [830, 1594, 1173, 1623]
headline: ವಿದ್ಯಾರ್ಥಿಗಳ ಪಠ್ಯದಲ್ಲಿರಲಿ ಭಗವದ್ಗೀತೆ: [730, 1036, 959, 1057]
sign-name: ಕುಂಭ: [129, 1142, 150, 1155]
paper-tagline: ರಾಷ್ಟ್ರ ಜಾಗೃತಿಯ ದೈನಿಕ: [70, 48, 131, 57]
article-govt-jobs: [256, 1594, 816, 1986]
registration-mark: [800, 1994, 810, 2004]
body-text-continued: ಪ್ರಯಾಣಿಕರು ಕೌಂಟರ್ ಬಳಿ ಬ್ಯಾಗ್ ಸಮೇತ ಕಾದು ಕುಳಿತ ದೃಶ್ಯಗಳು ಸಾಮಾನ್ಯವಾಗಿದ್ದವು. ಕೆಂಪೇಗೌಡ ಅಂತಾರಾಷ್ಟ್ರೀಯ ವಿಮಾನ ನಿಲ್ದಾಣದಿಂದ ಶುಕ್ರವಾರ ಒಟ್ಟು 292 ವಿಮಾನಗಳ ಹಾರಾಟ ರದ್ದಾಗಿದ್ದು, ಸಾವಿರಾರು ಪ್ರಯಾಣಿಕರು ತೊಂದರೆ ಅನುಭವಿಸಿದರು. ಟಿಕೆಟ್ ಹಣ ಮರುಪಾವತಿ ಹಾಗೂ ಪರ್ಯಾಯ ವ್ಯವಸ್ಥೆಗಾಗಿ ಪ್ರಯಾಣಿಕರು ಗಂಟೆಗಟ್ಟಲೆ ಸರದಿಯಲ್ಲಿ ನಿಂತಿದ್ದರು. ಬೆಳಗ್ಗೆಯಿಂದಲೇ ನಿಲ್ದಾಣದಲ್ಲಿ ಗೊಂದಲದ ವಾತಾವರಣ ನಿರ್ಮಾಣವಾಗಿತ್ತು. ಹಲವು ಸಂಪರ್ಕ ವಿಮಾನಗಳು ತಪ್ಪಿದ ಕಾರಣ ಪ್ರಯಾಣಿಕರು ಹೋಟೆಲ್‌ಗಳಲ್ಲಿ ಉಳಿಯಬೇಕಾಯಿತು. ವಿಮಾನ ನಿಲ್ದಾಣದ ಅಧಿಕಾರಿಗಳು ಹೆಚ್ಚುವರಿ ಸಹಾಯ ಕೇಂದ್ರಗಳನ್ನು ತೆರೆದು ಪ್ರಯಾಣಿಕರಿಗೆ ಮಾಹಿತಿ ಒದಗಿಸಿದರು.: [764, 797, 956, 940]
article-body: [604, 124, 774, 344]
sign-item: [14, 1030, 121, 1142]
sign-name: ತುಲಾ: [129, 694, 150, 707]
headline-part2: ಪ್ರತಿಧ್ವನಿ: [510, 1036, 576, 1060]
body-text: ನ್ಯಾಷನಲ್ ಹೆರಾಲ್ಡ್ ಪತ್ರಿಕೆ ಪ್ರಕರಣಕ್ಕೆ ಸಂಬಂಧಿಸಿದಂತೆ ದೆಹಲಿ ಪೊಲೀಸರ ಆರ್ಥಿಕ ಅಪರಾಧ ವಿಭಾಗ ಉಪಮುಖ್ಯಮಂತ್ರಿ ಡಿ.ಕೆ.ಶಿವಕುಮಾರ್ ಅವರಿಗೆ ನೋಟಿಸ್ ಜಾರಿ ಮಾಡಿದೆ. ಡಿ.19ರ ಒಳಗೆ ವಿಚಾರಣೆಗೆ ಹಾಜರಾಗಿ ದಾಖಲೆ ಒದಗಿಸುವಂತೆ ಸೂಚಿಸಲಾಗಿದೆ. ಯಂಗ್ ಇಂಡಿಯನ್ ಸಂಸ್ಥೆಗೆ ನೀಡಿದ ದೇಣಿಗೆ ಕುರಿತು ಮಾಹಿತಿ ಕೇಳಲಾಗಿದೆ. ಈ ಬಗ್ಗೆ ಪ್ರತಿಕ್ರಿಯಿಸಿದ ಡಿಕೆಶಿ, ಕಾನೂನು ಪ್ರಕಾರ ಉತ್ತರ ನೀಡುತ್ತೇನೆ ಎಂದರು.: [10, 1541, 240, 1619]
headline: ಡಿಸೆಂಬರ್ 15ರೊಳಗೆ ಸಹಜ ಸ್ಥಿತಿ: [457, 484, 755, 514]
body-text-right: ಬೆಟ್ಟದ ಮೇಲಿನ ಸಿಕಂದರ್ ದರ್ಗಾ ಬಳಿ ದೀಪ ಬೆಳಗಿಸುವ ವಿಚಾರದಲ್ಲಿ ಉಂಟಾದ ವಿವಾದ ಲೋಕಸಭೆಯಲ್ಲಿ ಪ್ರತಿಧ್ವನಿಸಿತು. ಮಧುರೈ ಜಿಲ್ಲೆಯ ತಿರುಪ್ಪರಂಕುಂದ್ರಂ ಬೆಟ್ಟದ ಮೇಲೆ ಕಾರ್ತಿಕ ದೀಪ ಬೆಳಗಿಸಲು ಹೈಕೋರ್ಟ್ ಅನುಮತಿ ನೀಡಿದ್ದರೂ ರಾಜ್ಯ ಸರ್ಕಾರ ತಡೆಯೊಡ್ಡಿದೆ ಎಂದು ಬಿಜೆಪಿ ಸದಸ್ಯರು ಆರೋಪಿಸಿದರು. ಸಂಸತ್‌ನಲ್ಲೂ ಪ್ರಸ್ತಾಪ: ಡಿಎಂಕೆ ಸರ್ಕಾರದ ಧೋರಣೆ ವಿರುದ್ಧ ಸದನದಲ್ಲಿ ಗದ್ದಲ ಉಂಟಾಯಿತು. ಈ ಬಗ್ಗೆ ಚರ್ಚೆಗೆ ಅವಕಾಶ ನೀಡುವಂತೆ ಸದಸ್ಯರು ಪಟ್ಟು ಹಿಡಿದರು.: [582, 1081, 716, 1237]
spark-icon: ✸: [190, 490, 221, 530]
box-body: ಜನಸಾಮಾನ್ಯರ ಪ್ರಯಾಣಕ್ಕೆ ಆದ್ಯತೆ ನೀಡಲಾಗಿದೆ. ಹೊಸ ವಿಮಾನ ಕರ್ತವ್ಯ ನಿಯಮಗಳನ್ನು ಹಂತ ಹಂತವಾಗಿ ಜಾರಿಗೊಳಿಸಲಾಗುತ್ತಿದೆ. ಮೂರು ದಿನಗಳಲ್ಲಿ ವಿಮಾನ ಸೇವೆಗಳು ಸಹಜ ಸ್ಥಿತಿಗೆ ಮರಳಲಿವೆ ಎಂದು ಕೇಂದ್ರ ನಾಗರಿಕ ವಿಮಾನಯಾನ ಸಚಿವ ಕೆ.ರಾಮಮೋಹನ್ ನಾಯ್ಡು ತಿಳಿಸಿದ್ದಾರೆ. ಪ್ರಯಾಣಿಕರಿಗೆ ಟಿಕೆಟ್ ದರ ಏರಿಕೆ ಮಾಡದಂತೆ ವಿಮಾನಯಾನ ಸಂಸ್ಥೆಗಳಿಗೆ ಸೂಚಿಸಲಾಗಿದೆ.: [274, 718, 498, 795]
horoscope-grid: [14, 694, 236, 1374]
dateline: ಪುತ್ತೂರು: [984, 1327, 1012, 1339]
article-body-right: [582, 1080, 716, 1260]
body-text: ವಿದ್ಯಾರ್ಥಿಗಳಲ್ಲಿ ನೈತಿಕ ಮೌಲ್ಯಗಳನ್ನು ಬೆಳೆಸಲು ಭಗವದ್ಗೀತೆಯನ್ನು ಪಠ್ಯದಲ್ಲಿ ಅಳವಡಿಸಬೇಕು ಎಂದು ಸ್ವಾಮೀಜಿ ಅಭಿಪ್ರಾಯಪಟ್ಟರು. ಭಗವದ್ಗೀತೆ ಜೀವನದ ಎಲ್ಲ ಸಮಸ್ಯೆಗಳಿಗೆ ಪರಿಹಾರ ನೀಡುವ ಗ್ರಂಥವಾಗಿದೆ. ಯುವ ಪೀಳಿಗೆ ಇದರ ಸಾರವನ್ನು ಅರಿತು ಜೀವನ ನಡೆಸಬೇಕು ಎಂದು ಹೇಳಿದರು. ಉಡುಪಿ ಗೀತಾ ಪಠಣ ಉಲ್ಲೇಖ: ಉಡುಪಿಯಲ್ಲಿ ನಡೆದ ಲಕ್ಷ ಕಂಠ ಗೀತಾ ಪಾರಾಯಣ ಕಾರ್ಯಕ್ರಮವನ್ನು ಉಲ್ಲೇಖಿಸಿ ಅವರು ಮಾತನಾಡಿದರು.: [730, 1101, 970, 1178]
body-text: ಜಿಲ್ಲೆಯ ನಂಜನಗೂಡು ತಾಲ್ಲೂಕಿನ ಗ್ರಾಮವೊಂದರಲ್ಲಿ ದೈವ ಹಬ್ಬದ ವೇಳೆ ಕಾಣಿಸಿಕೊಂಡ ಹಾವನ್ನು ಉರಗ ತಜ್ಞರು ಸುರಕ್ಷಿತವಾಗಿ ಹಿಡಿದು ಅರಣ್ಯಕ್ಕೆ ಬಿಟ್ಟರು. ಭಾರಿ ಗಾತ್ರದ ಹಾವು ಕಂಡು ಗ್ರಾಮಸ್ಥರು ಆತಂಕಗೊಂಡಿದ್ದರು. ಸೆರೆ ಹಿಡಿದ ಹಾವನ್ನು ಸುರಕ್ಷಿತ ಸ್ಥಳಕ್ಕೆ ಬಿಡಲಾಯಿತು.: [10, 1789, 240, 1840]
registration-mark: [839, 1994, 849, 2004]
sign-item: [129, 806, 236, 918]
headline: ದೈವ ಹಬ್ಬಾವು ಸರೆ: [74, 1764, 176, 1783]
camp-text: ವಿಮಾನ ನಿಲ್ದಾಣದಲ್ಲಿ ಸಿಲುಕಿದ ಪ್ರಯಾಣಿಕರಿಗೆ ಕುಡಿಯುವ ನೀರು, ಆಹಾರ ಹಾಗೂ ವಿಶ್ರಾಂತಿಗೆ ವ್ಯವಸ್ಥೆ ಮಾಡಲಾಗಿತ್ತು. ಹಿರಿಯ ನಾಗರಿಕರು ಹಾಗೂ ಮಕ್ಕಳಿಗೆ ವಿಶೇಷ ಸೌಲಭ್ಯ ಒದಗಿಸಲಾಯಿತು.: [516, 801, 756, 839]
sign-name: ವೃಶ್ಚಿಕ: [129, 806, 151, 819]
divider: [984, 1298, 1270, 1299]
